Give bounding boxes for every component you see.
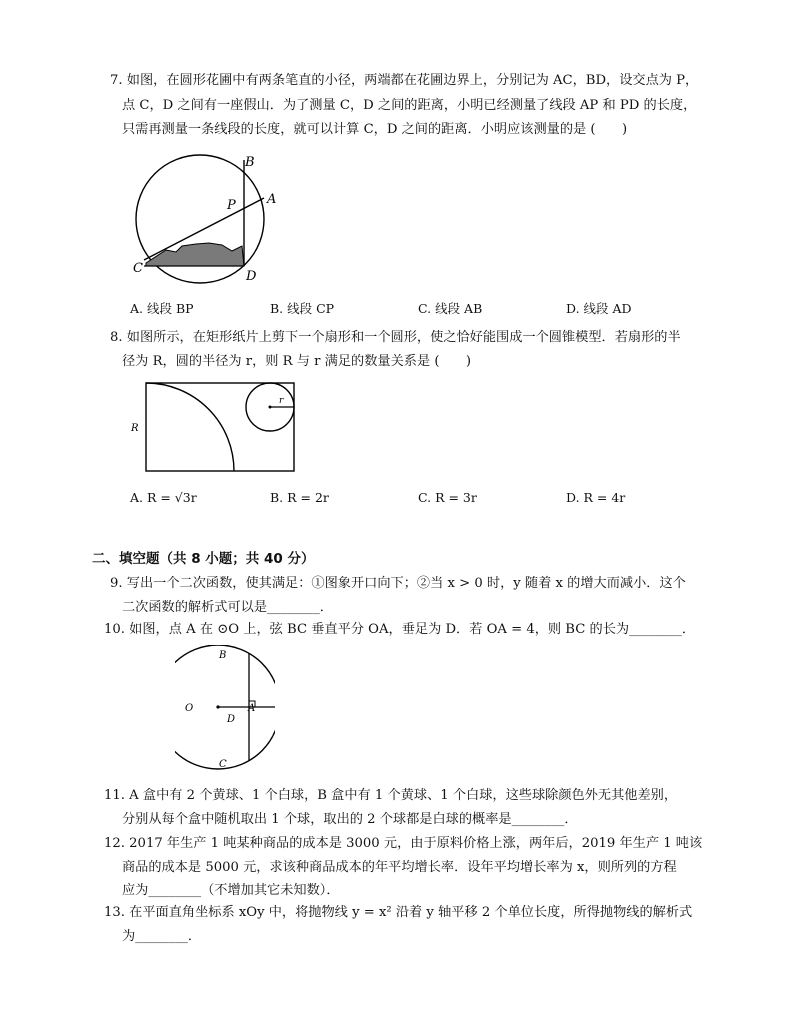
q9-line-1: 9. 写出一个二次函数，使其满足：①图象开口向下；②当 x > 0 时，y 随着 x 的增大而减小．这个: [110, 576, 686, 591]
q9-line-2: 二次函数的解析式可以是________．: [122, 600, 333, 615]
q10-label-d: D: [227, 714, 236, 725]
q7-line-3: 只需再测量一条线段的长度，就可以计算 C，D 之间的距离．小明应该测量的是 ( ): [122, 122, 628, 137]
q7-rock-shape: [146, 243, 244, 266]
q8-line-2: 径为 R，圆的半径为 r，则 R 与 r 满足的数量关系是 ( ): [122, 354, 472, 369]
q7-option-d: D. 线段 AD: [566, 301, 632, 316]
q8-circle-center: [269, 406, 272, 409]
q10-line-1: 10. 如图，点 A 在 ⊙O 上，弦 BC 垂直平分 OA，垂足为 D．若 OA = 4，则 BC 的长为________．: [104, 622, 696, 637]
q7-label-d: D: [246, 269, 257, 284]
q7-label-a: A: [267, 192, 277, 207]
q8-rectangle: [146, 383, 294, 471]
q8-option-d: D. R = 4r: [566, 490, 626, 505]
q8-option-c: C. R = 3r: [418, 490, 477, 505]
q8-label-small-r: r: [279, 396, 284, 406]
q10-figure: [175, 645, 275, 770]
q8-label-big-r: R: [131, 423, 139, 434]
q7-option-b: B. 线段 CP: [270, 301, 335, 316]
q7-option-a: A. 线段 BP: [130, 301, 194, 316]
q8-figure: [128, 378, 303, 478]
q10-label-o: O: [185, 703, 194, 714]
q11-line-2: 分别从每个盒中随机取出 1 个球，取出的 2 个球都是白球的概率是________．: [122, 812, 578, 827]
q8-option-a: A. R = √3r: [130, 490, 197, 505]
q13-line-2: 为________．: [122, 929, 202, 944]
q7-figure: [124, 148, 284, 288]
q7-line-2: 点 C，D 之间有一座假山．为了测量 C，D 之间的距离，小明已经测量了线段 AP 和 PD 的长度，: [122, 98, 697, 113]
q11-line-1: 11. A 盒中有 2 个黄球、1 个白球，B 盒中有 1 个黄球、1 个白球，这些球除颜色外无其他差别，: [104, 788, 678, 803]
q7-label-p: P: [227, 198, 236, 213]
q7-option-c: C. 线段 AB: [418, 301, 483, 316]
q13-line-1: 13. 在平面直角坐标系 xOy 中，将抛物线 y = x² 沿着 y 轴平移 2 个单位长度，所得抛物线的解析式: [104, 905, 693, 920]
q7-label-b: B: [245, 155, 255, 170]
q8-option-b: B. R = 2r: [270, 490, 329, 505]
q8-line-1: 8. 如图所示，在矩形纸片上剪下一个扇形和一个圆形，使之恰好能围成一个圆锥模型．若扇形的半: [110, 330, 681, 345]
q7-label-c: C: [133, 261, 143, 276]
q12-line-1: 12. 2017 年生产 1 吨某种商品的成本是 3000 元，由于原料价格上涨，两年后，2019 年生产 1 吨该: [104, 836, 703, 851]
q10-center-point: [216, 705, 219, 708]
section-heading: 二、填空题（共 8 小题；共 40 分）: [92, 551, 315, 567]
q8-sector-arc: [146, 383, 234, 471]
q12-line-3: 应为________（不增加其它未知数）．: [122, 883, 340, 898]
q7-line-1: 7. 如图，在圆形花圃中有两条笔直的小径，两端都在花圃边界上，分别记为 AC，BD，设交点为 P，: [110, 73, 699, 88]
q10-label-b: B: [219, 650, 227, 661]
q10-label-c: C: [219, 759, 227, 770]
q10-label-a: A: [248, 703, 256, 714]
q12-line-2: 商品的成本是 5000 元，求该种商品成本的年平均增长率．设年平均增长率为 x，则所列的方程: [122, 860, 677, 875]
